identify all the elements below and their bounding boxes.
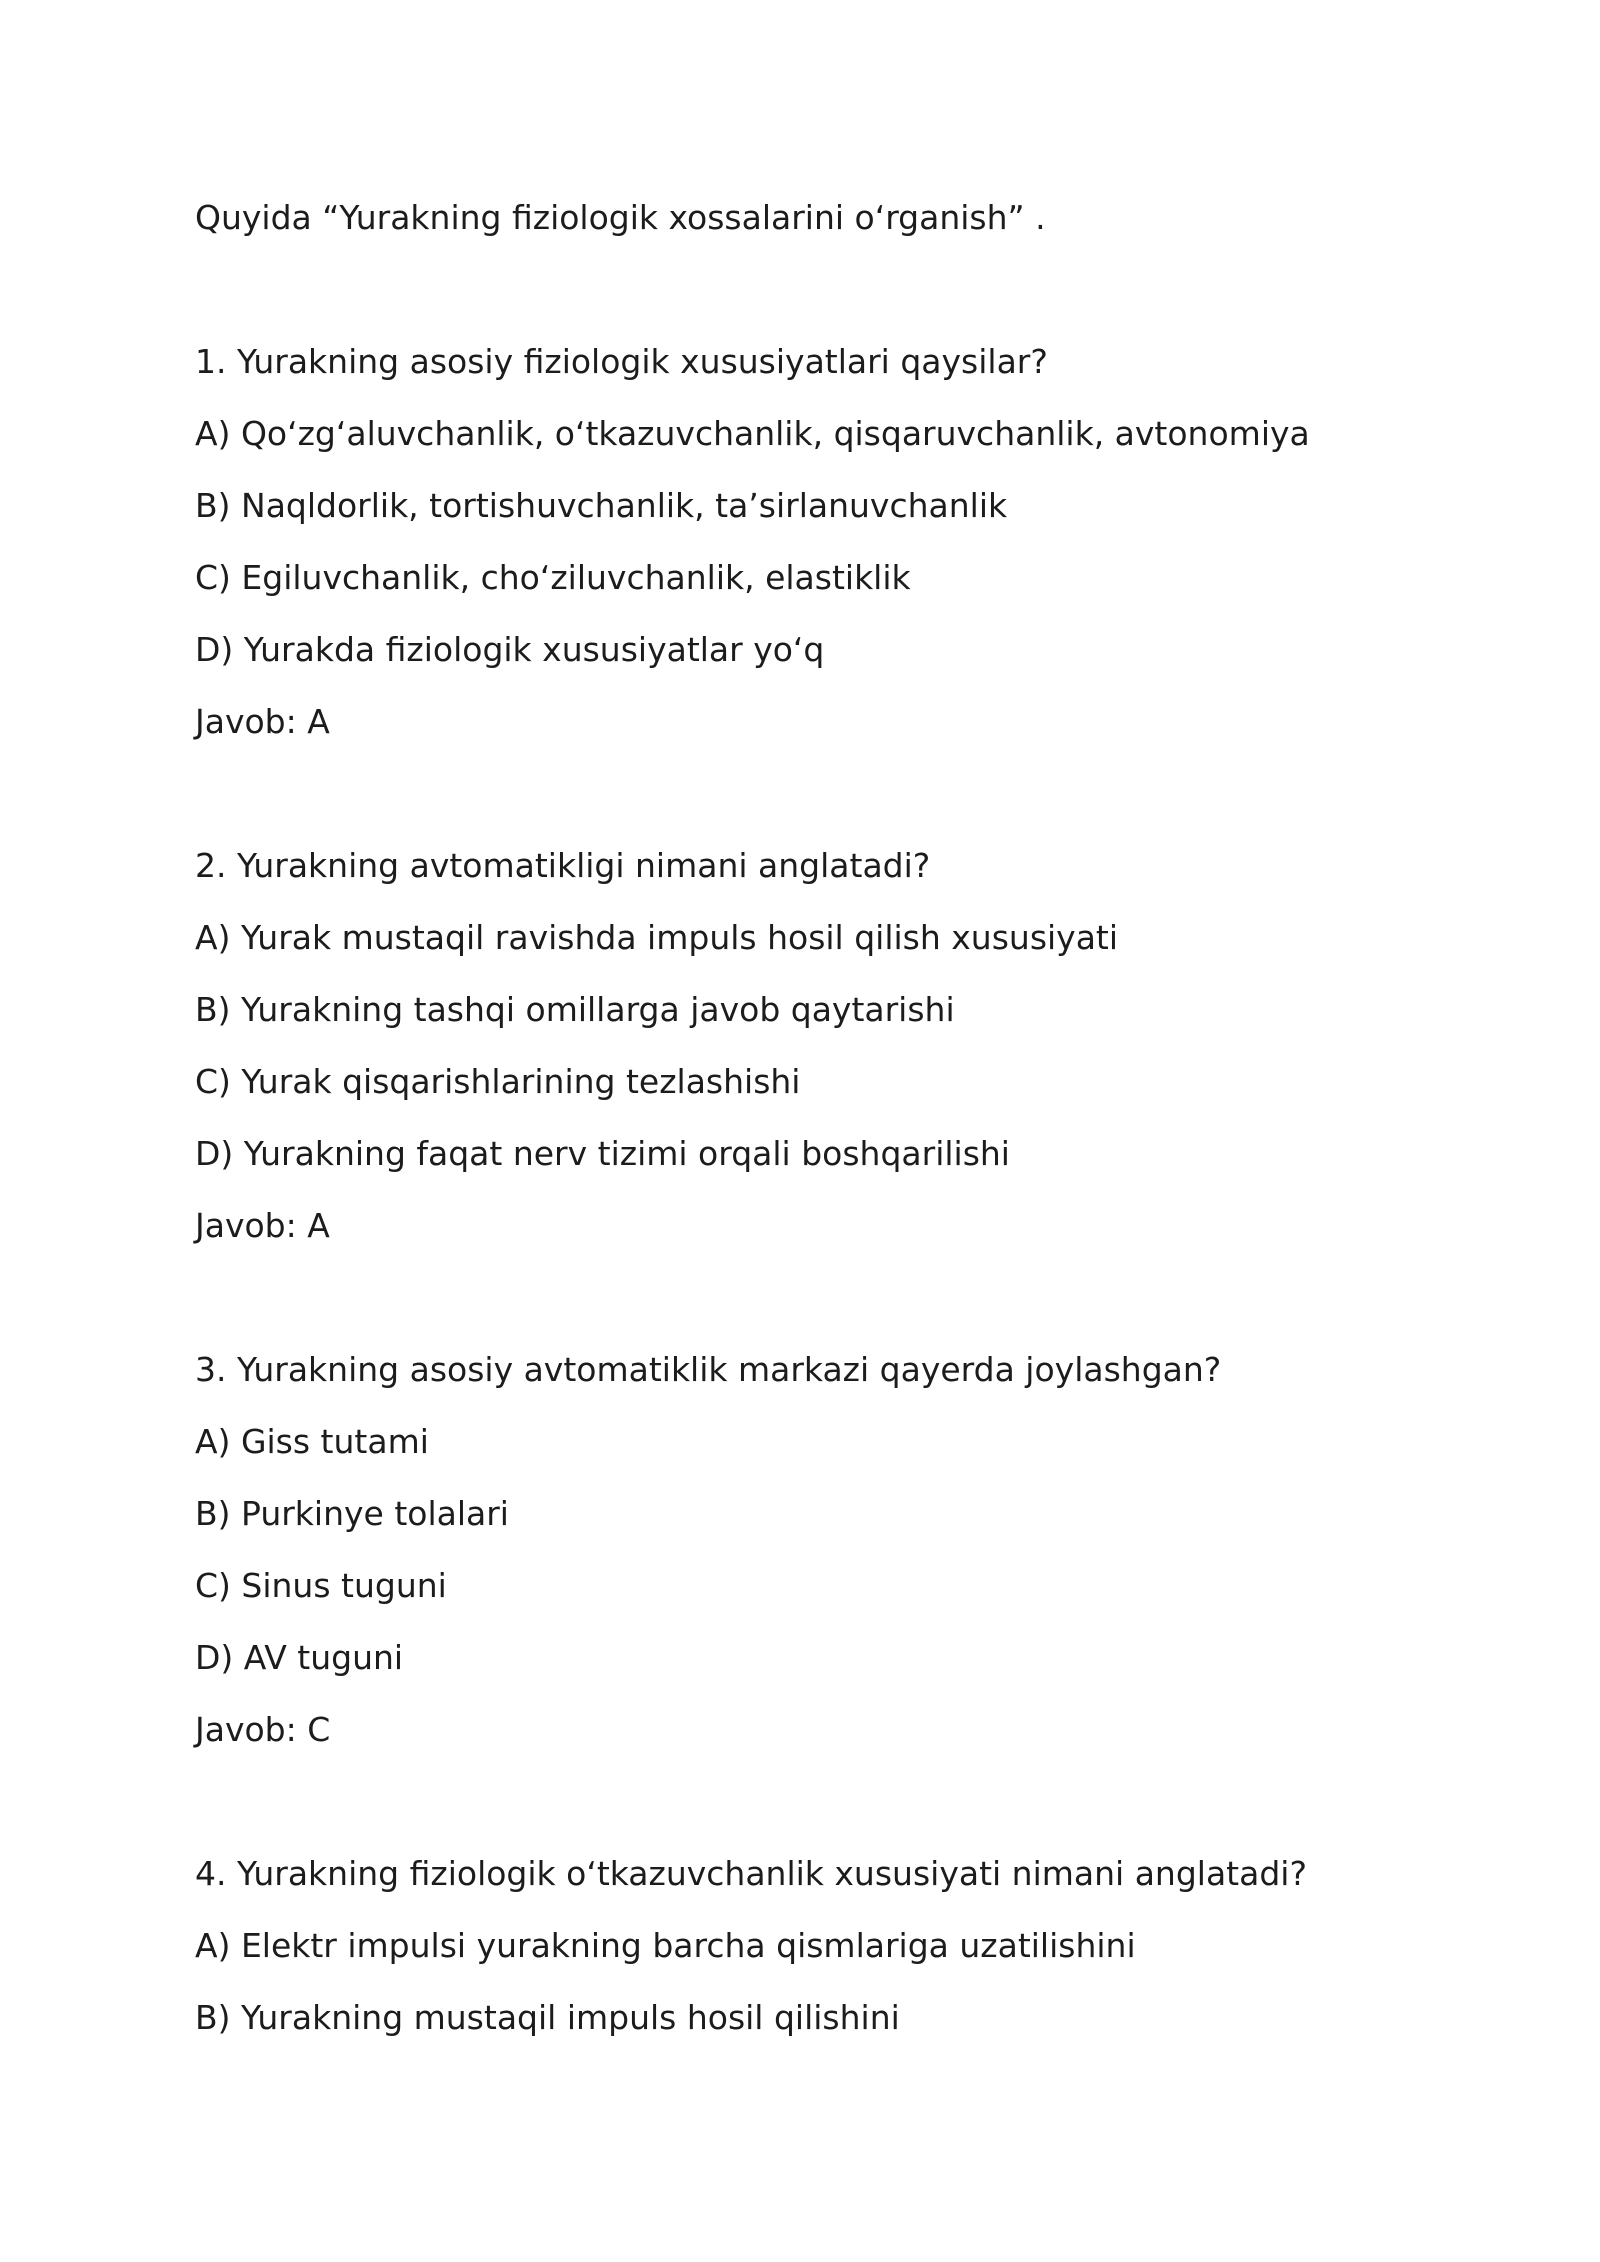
question-2-title: 2. Yurakning avtomatikligi nimani anglatadi?	[195, 846, 931, 885]
question-1-title: 1. Yurakning asosiy fiziologik xususiyatlari qaysilar?	[195, 342, 1048, 381]
question-3-option-d: D) AV tuguni	[195, 1638, 404, 1677]
question-1-option-d: D) Yurakda fiziologik xususiyatlar yo‘q	[195, 630, 825, 669]
question-4-option-b: B) Yurakning mustaqil impuls hosil qilishini	[195, 1998, 900, 2037]
question-3-option-b: B) Purkinye tolalari	[195, 1494, 509, 1533]
question-3-option-c: C) Sinus tuguni	[195, 1566, 447, 1605]
question-2-answer: Javob: A	[195, 1206, 330, 1245]
question-3-answer: Javob: C	[195, 1710, 331, 1749]
question-1-answer: Javob: A	[195, 702, 330, 741]
question-1-option-c: C) Egiluvchanlik, cho‘ziluvchanlik, elastiklik	[195, 558, 911, 597]
question-2-option-d: D) Yurakning faqat nerv tizimi orqali boshqarilishi	[195, 1134, 1010, 1173]
question-3-option-a: A) Giss tutami	[195, 1422, 429, 1461]
question-3-title: 3. Yurakning asosiy avtomatiklik markazi qayerda joylashgan?	[195, 1350, 1222, 1389]
question-2-option-a: A) Yurak mustaqil ravishda impuls hosil qilish xususiyati	[195, 918, 1119, 957]
intro-text: Quyida “Yurakning fiziologik xossalarini o‘rganish” .	[195, 198, 1046, 237]
question-2-option-c: C) Yurak qisqarishlarining tezlashishi	[195, 1062, 801, 1101]
question-1-option-a: A) Qo‘zg‘aluvchanlik, o‘tkazuvchanlik, qisqaruvchanlik, avtonomiya	[195, 414, 1310, 453]
question-4-title: 4. Yurakning fiziologik o‘tkazuvchanlik xususiyati nimani anglatadi?	[195, 1854, 1307, 1893]
question-1-option-b: B) Naqldorlik, tortishuvchanlik, ta’sirlanuvchanlik	[195, 486, 1008, 525]
question-4-option-a: A) Elektr impulsi yurakning barcha qismlariga uzatilishini	[195, 1926, 1136, 1965]
question-2-option-b: B) Yurakning tashqi omillarga javob qaytarishi	[195, 990, 955, 1029]
